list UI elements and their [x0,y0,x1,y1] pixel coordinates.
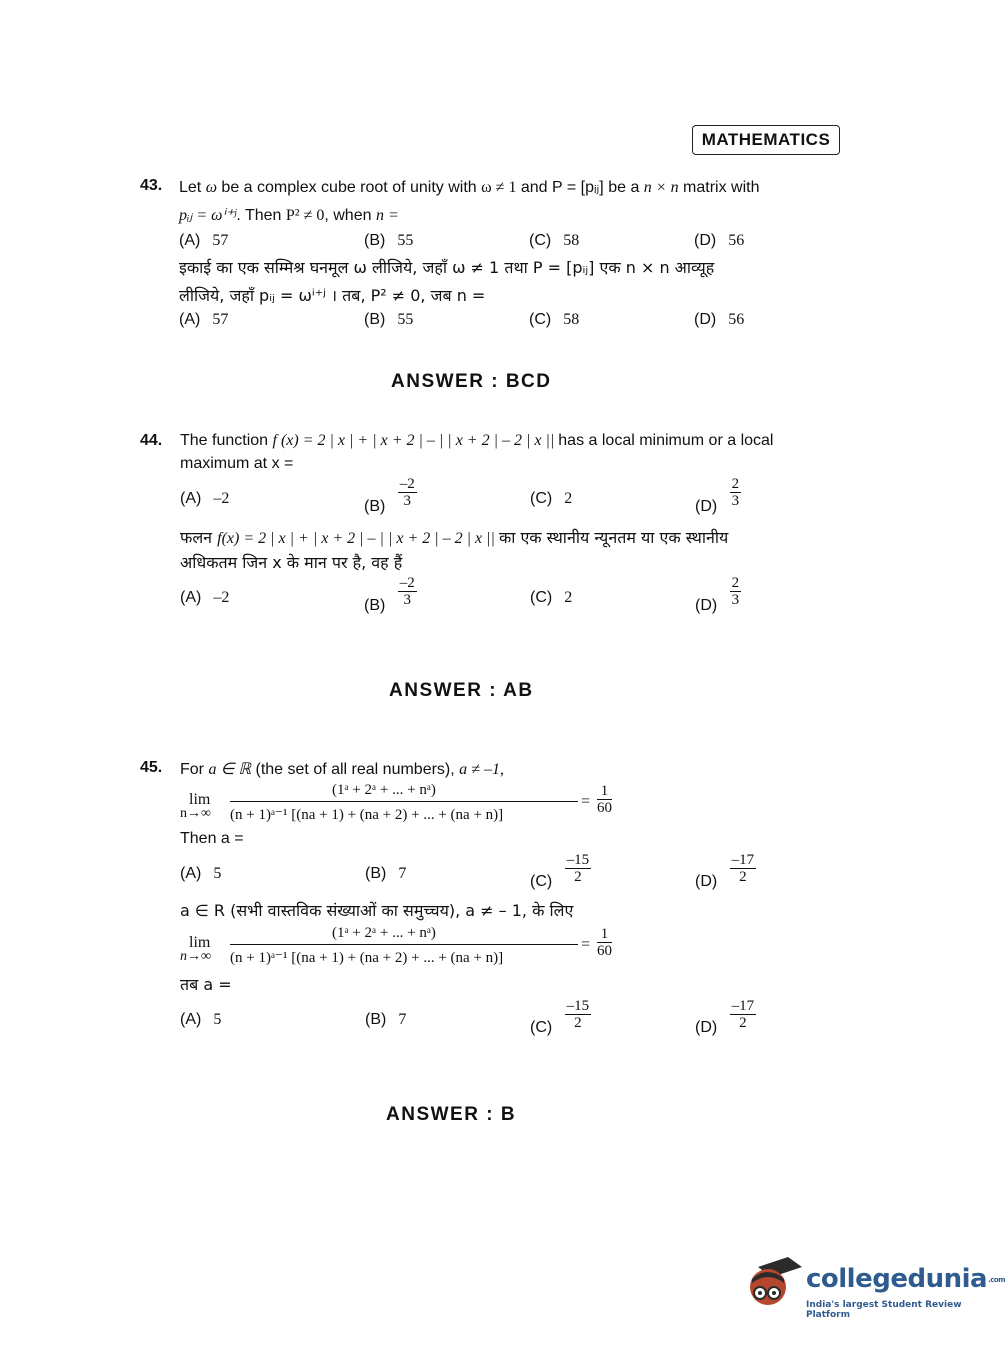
value: 7 [398,865,407,882]
text: . Then [236,207,286,224]
label: (A) [180,490,202,507]
label: (C) [530,872,553,890]
value: 56 [728,311,745,328]
denominator: 2 [739,869,747,885]
q45-option-b [365,865,406,883]
q44-hindi-option-b [364,575,417,614]
q44-hindi-option-c [530,589,572,607]
question-44-line1 [180,432,773,450]
q43-option-d [694,232,744,250]
numerator: –17 [731,852,755,868]
value: 2 [564,490,573,507]
q43-option-b [364,232,413,250]
label: (A) [180,865,202,882]
label: (D) [694,232,717,249]
value: 7 [398,1011,407,1028]
nxn: n × n [643,179,679,196]
label: (C) [530,1018,553,1036]
brand-suffix: .com [988,1275,1005,1284]
value: 5 [213,865,222,882]
q45-option-a [180,865,221,883]
value: 57 [212,232,229,249]
label: (A) [179,232,201,249]
label: (B) [365,865,387,882]
denominator: 3 [403,592,412,608]
collegedunia-tagline: India's largest Student Review Platform [806,1300,962,1320]
q45-hindi-option-a [180,1011,221,1029]
q44-option-c [530,490,572,508]
question-43-line2 [179,205,399,225]
text: (the set of all real numbers), [251,761,460,778]
numerator: –15 [566,998,590,1014]
function: f(x) = 2 | x | + | x + 2 | – | | x + 2 | – 2 | x || [217,530,499,547]
value: 55 [397,311,414,328]
text: The function [180,432,273,449]
numerator: 1 [597,926,613,943]
text: matrix with [678,179,760,196]
numerator: 2 [731,575,740,591]
fraction [730,852,757,885]
q45-hindi-option-b [365,1011,406,1029]
label: (D) [695,497,718,515]
denominator: 2 [574,869,582,885]
question-45-line1 [180,759,504,779]
value: 5 [213,1011,222,1028]
q45-option-d [695,852,756,890]
label: (C) [530,589,553,606]
subject-header: MATHEMATICS [692,125,840,155]
q43-hindi-option-a [179,311,228,329]
p2-cond: P² ≠ 0 [285,207,325,224]
fraction [730,998,757,1031]
text: be a complex cube root of unity with [216,179,482,196]
label: (B) [364,232,386,249]
label: (C) [529,232,552,249]
limit-numerator-hindi: (1ᵃ + 2ᵃ + ... + nᵃ) [332,925,436,941]
fraction [565,998,592,1031]
q45-option-c [530,852,591,890]
q43-hindi-option-b [364,311,413,329]
label: (C) [529,311,552,328]
label: (D) [695,596,718,614]
fraction [730,476,742,509]
label: (A) [179,311,201,328]
q44-hindi-option-a [180,589,229,607]
fraction [398,575,417,608]
denominator: 3 [731,493,740,509]
n-eq: n = [375,207,399,224]
q45-hindi-option-d [695,998,756,1036]
label: (D) [695,1018,718,1036]
label: (A) [180,1011,202,1028]
pij-def: pᵢⱼ = ωⁱ⁺ʲ [179,207,237,224]
q43-answer: ANSWER : BCD [391,371,552,392]
limit-rhs-hindi [595,926,614,959]
limit-equals-hindi: = [581,936,591,953]
value: 57 [212,311,229,328]
numerator: –15 [566,852,590,868]
limit-denominator: (n + 1)ᵃ⁻¹ [(na + 1) + (na + 2) + ... + (na + n)] [230,807,504,823]
value: 2 [564,589,573,606]
limit-fraction-bar-hindi [230,944,578,945]
q45-then: Then a = [180,830,244,847]
text: का एक स्थानीय न्यूनतम या एक स्थानीय [498,528,729,547]
text: be a [603,179,644,196]
q43-hindi-option-d [694,311,744,329]
label: (B) [364,497,386,515]
value: –2 [213,589,230,606]
limit-equals: = [581,793,591,810]
question-43-line1 [179,177,759,197]
denominator: 60 [597,800,612,816]
fraction [595,926,614,959]
question-43-number: 43. [140,177,163,194]
limit-label-hindi: lim [189,934,211,951]
q43-option-a [179,232,228,250]
collegedunia-wordmark [806,1264,1005,1294]
question-44-line2: maximum at x = [180,455,294,472]
value: 58 [563,232,580,249]
q45-hindi-line1: a ∈ R (सभी वास्तविक संख्याओं का समुच्चय), a ≠ – 1, के लिए [180,901,574,920]
denominator: 3 [403,493,412,509]
numerator: –17 [731,998,755,1014]
collegedunia-logo-icon [744,1253,804,1315]
label: (C) [530,490,553,507]
q43-hindi-option-c [529,311,579,329]
q44-hindi-line1 [180,526,728,548]
numerator: –2 [399,476,415,492]
denominator: 2 [574,1015,582,1031]
limit-rhs [595,783,614,816]
denominator: 2 [739,1015,747,1031]
question-44-number: 44. [140,432,163,449]
q44-option-b [364,476,417,515]
fraction [595,783,614,816]
q45-hindi-then: तब a = [180,975,232,994]
limit-numerator: (1ᵃ + 2ᵃ + ... + nᵃ) [332,782,436,798]
q44-option-a [180,490,229,508]
fraction [730,575,742,608]
question-45-number: 45. [140,759,163,776]
numerator: –2 [399,575,415,591]
condition: a ≠ –1, [459,761,504,778]
text: has a local minimum or a local [558,432,774,449]
function: f (x) = 2 | x | + | x + 2 | – | | x + 2 | – 2 | x || [272,432,559,449]
q45-answer: ANSWER : B [386,1104,517,1125]
q44-hindi-option-d [695,575,741,614]
text: Let [179,179,206,196]
label: (A) [180,589,202,606]
q44-hindi-line2: अधिकतम जिन x के मान पर है, वह हैं [180,553,403,572]
label: (B) [365,1011,387,1028]
label: (D) [694,311,717,328]
fraction [565,852,592,885]
text: फलन [180,528,218,547]
q43-hindi-line1: इकाई का एक सम्मिश्र घनमूल ω लीजिये, जहाँ ω ≠ 1 तथा P = [pᵢⱼ] एक n × n आव्यूह [179,258,715,277]
label: (D) [695,872,718,890]
label: (B) [364,311,386,328]
q43-option-c [529,232,579,250]
numerator: 2 [731,476,740,492]
text: For [180,761,209,778]
value: 58 [563,311,580,328]
brand-name: collegedunia [806,1264,988,1294]
value: 56 [728,232,745,249]
limit-subscript-hindi: n→∞ [180,949,211,964]
q43-hindi-line2: लीजिये, जहाँ pᵢⱼ = ωⁱ⁺ʲ । तब, P² ≠ 0, जब n = [179,286,486,305]
limit-fraction-bar [230,801,578,802]
limit-denominator-hindi: (n + 1)ᵃ⁻¹ [(na + 1) + (na + 2) + ... + (na + n)] [230,950,504,966]
numerator: 1 [597,783,613,800]
condition: ω ≠ 1 [481,179,517,196]
limit-label: lim [189,791,211,808]
value: 55 [397,232,414,249]
fraction [398,476,417,509]
domain: a ∈ ℝ [208,761,252,778]
label: (B) [364,596,386,614]
denominator: 3 [731,592,740,608]
q44-answer: ANSWER : AB [389,680,534,701]
denominator: 60 [597,943,612,959]
q45-hindi-option-c [530,998,591,1036]
text: , when [324,207,376,224]
text: and [516,179,553,196]
q44-option-d [695,476,741,515]
limit-subscript: n→∞ [180,806,211,821]
matrix-def: P = [pᵢⱼ] [552,179,604,196]
value: –2 [213,490,230,507]
omega: ω [205,179,217,196]
